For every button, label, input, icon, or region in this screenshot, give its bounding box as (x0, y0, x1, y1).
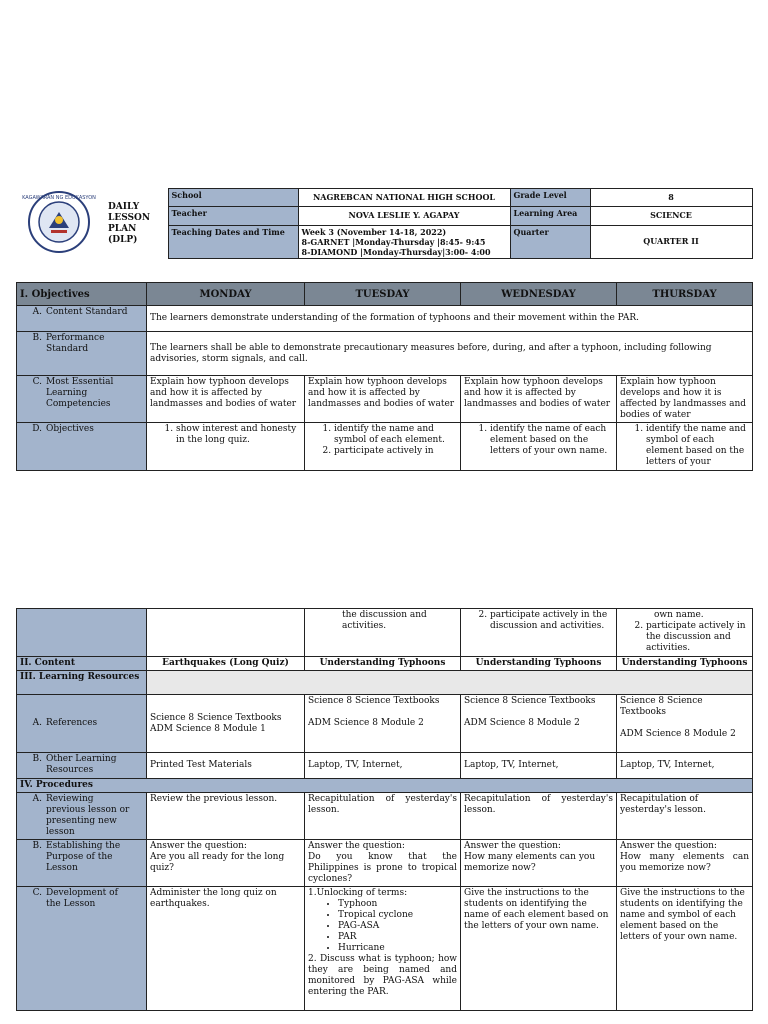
day-header-monday: MONDAY (147, 283, 305, 306)
deped-logo-cell (16, 189, 102, 259)
learning-resources-blank (147, 671, 753, 695)
objectives-tuesday: 1. identify the name and symbol of each element. 2. participate actively in (305, 423, 461, 471)
content-monday: Earthquakes (Long Quiz) (147, 657, 305, 671)
content-standard-label: A. Content Standard (17, 306, 147, 332)
teacher-label: Teacher (168, 207, 298, 225)
content-standard-text: The learners demonstrate understanding of the formation of typhoons and their movement within the PAR. (147, 306, 753, 332)
quarter-label: Quarter (510, 225, 590, 259)
objectives-section-header: I. Objectives (17, 283, 147, 306)
objectives-wednesday: 1. identify the name of each element based on the letters of your own name. (461, 423, 617, 471)
day-header-wednesday: WEDNESDAY (461, 283, 617, 306)
grade-level-value: 8 (590, 189, 752, 207)
other-resources-thursday: Laptop, TV, Internet, (617, 753, 753, 779)
day-header-tuesday: TUESDAY (305, 283, 461, 306)
development-wednesday: Give the instructions to the students on identifying the name of each element based on the letters of your own name. (461, 887, 617, 1011)
reviewing-tuesday: Recapitulation of yesterday's lesson. (305, 793, 461, 840)
teacher-value: NOVA LESLIE Y. AGAPAY (298, 207, 510, 225)
establishing-wednesday: Answer the question: How many elements can you memorize now? (461, 840, 617, 887)
teaching-dates-label: Teaching Dates and Time (168, 225, 298, 259)
other-resources-wednesday: Laptop, TV, Internet, (461, 753, 617, 779)
svg-text:KAGAWARAN NG EDUKASYON: KAGAWARAN NG EDUKASYON (22, 194, 96, 201)
objectives-table (16, 282, 753, 471)
objectives-thursday: 1. identify the name and symbol of each element based on the letters of your (617, 423, 753, 471)
learning-area-value: SCIENCE (590, 207, 752, 225)
development-tuesday: 1.Unlocking of terms: • Typhoon • Tropical cyclone • PAG-ASA • PAR • Hurricane 2. Discuss what is typhoon; how they are being named and monitored by PAG-ASA while entering the PAR. (305, 887, 461, 1011)
performance-standard-text: The learners shall be able to demonstrate precautionary measures before, during, and after a typhoon, including following advisories, storm signals, and call. (147, 332, 753, 376)
establishing-monday: Answer the question: Are you all ready for the long quiz? (147, 840, 305, 887)
melc-thursday: Explain how typhoon develops and how it is affected by landmasses and bodies of water (617, 376, 753, 423)
continued-thursday: own name. 2. participate actively in the discussion and activities. (617, 609, 753, 657)
objectives-row-label: D. Objectives (17, 423, 147, 471)
reviewing-wednesday: Recapitulation of yesterday's lesson. (461, 793, 617, 840)
references-wednesday: Science 8 Science Textbooks ADM Science 8 Module 2 (461, 695, 617, 753)
references-label: A. References (17, 695, 147, 753)
other-resources-label: B. Other Learning Resources (17, 753, 147, 779)
development-label: C. Development of the Lesson (17, 887, 147, 1011)
continued-wednesday: 2. participate actively in the discussion and activities. (461, 609, 617, 657)
grade-level-label: Grade Level (510, 189, 590, 207)
objectives-monday: 1. show interest and honesty in the long quiz. (147, 423, 305, 471)
continued-label-cell (17, 609, 147, 657)
references-thursday: Science 8 Science Textbooks ADM Science 8 Module 2 (617, 695, 753, 753)
school-label: School (168, 189, 298, 207)
learning-area-label: Learning Area (510, 207, 590, 225)
day-header-thursday: THURSDAY (617, 283, 753, 306)
lesson-procedures-table (16, 608, 753, 1011)
content-wednesday: Understanding Typhoons (461, 657, 617, 671)
content-thursday: Understanding Typhoons (617, 657, 753, 671)
deped-seal-icon (22, 190, 96, 254)
content-tuesday: Understanding Typhoons (305, 657, 461, 671)
quarter-value: QUARTER II (590, 225, 752, 259)
learning-resources-label: III. Learning Resources (17, 671, 147, 695)
reviewing-thursday: Recapitulation of yesterday's lesson. (617, 793, 753, 840)
school-value: NAGREBCAN NATIONAL HIGH SCHOOL (298, 189, 510, 207)
unlocking-terms-list: • Typhoon • Tropical cyclone • PAG-ASA • PAR • Hurricane (308, 899, 457, 954)
development-monday: Administer the long quiz on earthquakes. (147, 887, 305, 1011)
references-monday: Science 8 Science Textbooks ADM Science 8 Module 1 (147, 695, 305, 753)
melc-monday: Explain how typhoon develops and how it is affected by landmasses and bodies of water (147, 376, 305, 423)
content-section-label: II. Content (17, 657, 147, 671)
melc-label: C. Most Essential Learning Competencies (17, 376, 147, 423)
dlp-header-table (16, 188, 753, 259)
other-resources-tuesday: Laptop, TV, Internet, (305, 753, 461, 779)
reviewing-monday: Review the previous lesson. (147, 793, 305, 840)
development-thursday: Give the instructions to the students on identifying the name and symbol of each element based on the letters of your own name. (617, 887, 753, 1011)
continued-monday (147, 609, 305, 657)
establishing-label: B. Establishing the Purpose of the Lesson (17, 840, 147, 887)
other-resources-monday: Printed Test Materials (147, 753, 305, 779)
establishing-thursday: Answer the question: How many elements can you memorize now? (617, 840, 753, 887)
establishing-tuesday: Answer the question: Do you know that the Philippines is prone to tropical cyclones? (305, 840, 461, 887)
procedures-section-label: IV. Procedures (17, 779, 753, 793)
melc-tuesday: Explain how typhoon develops and how it is affected by landmasses and bodies of water (305, 376, 461, 423)
continued-tuesday: the discussion and activities. (305, 609, 461, 657)
references-tuesday: Science 8 Science Textbooks ADM Science 8 Module 2 (305, 695, 461, 753)
teaching-dates-value: Week 3 (November 14-18, 2022) 8-GARNET |Monday-Thursday |8:45- 9:45 8-DIAMOND |Monday-Thursday|3:00- 4:00 (298, 225, 510, 259)
dlp-title: DAILY LESSON PLAN (DLP) (108, 201, 151, 245)
reviewing-label: A. Reviewing previous lesson or presenting new lesson (17, 793, 147, 840)
performance-standard-label: B. Performance Standard (17, 332, 147, 376)
melc-wednesday: Explain how typhoon develops and how it is affected by landmasses and bodies of water (461, 376, 617, 423)
